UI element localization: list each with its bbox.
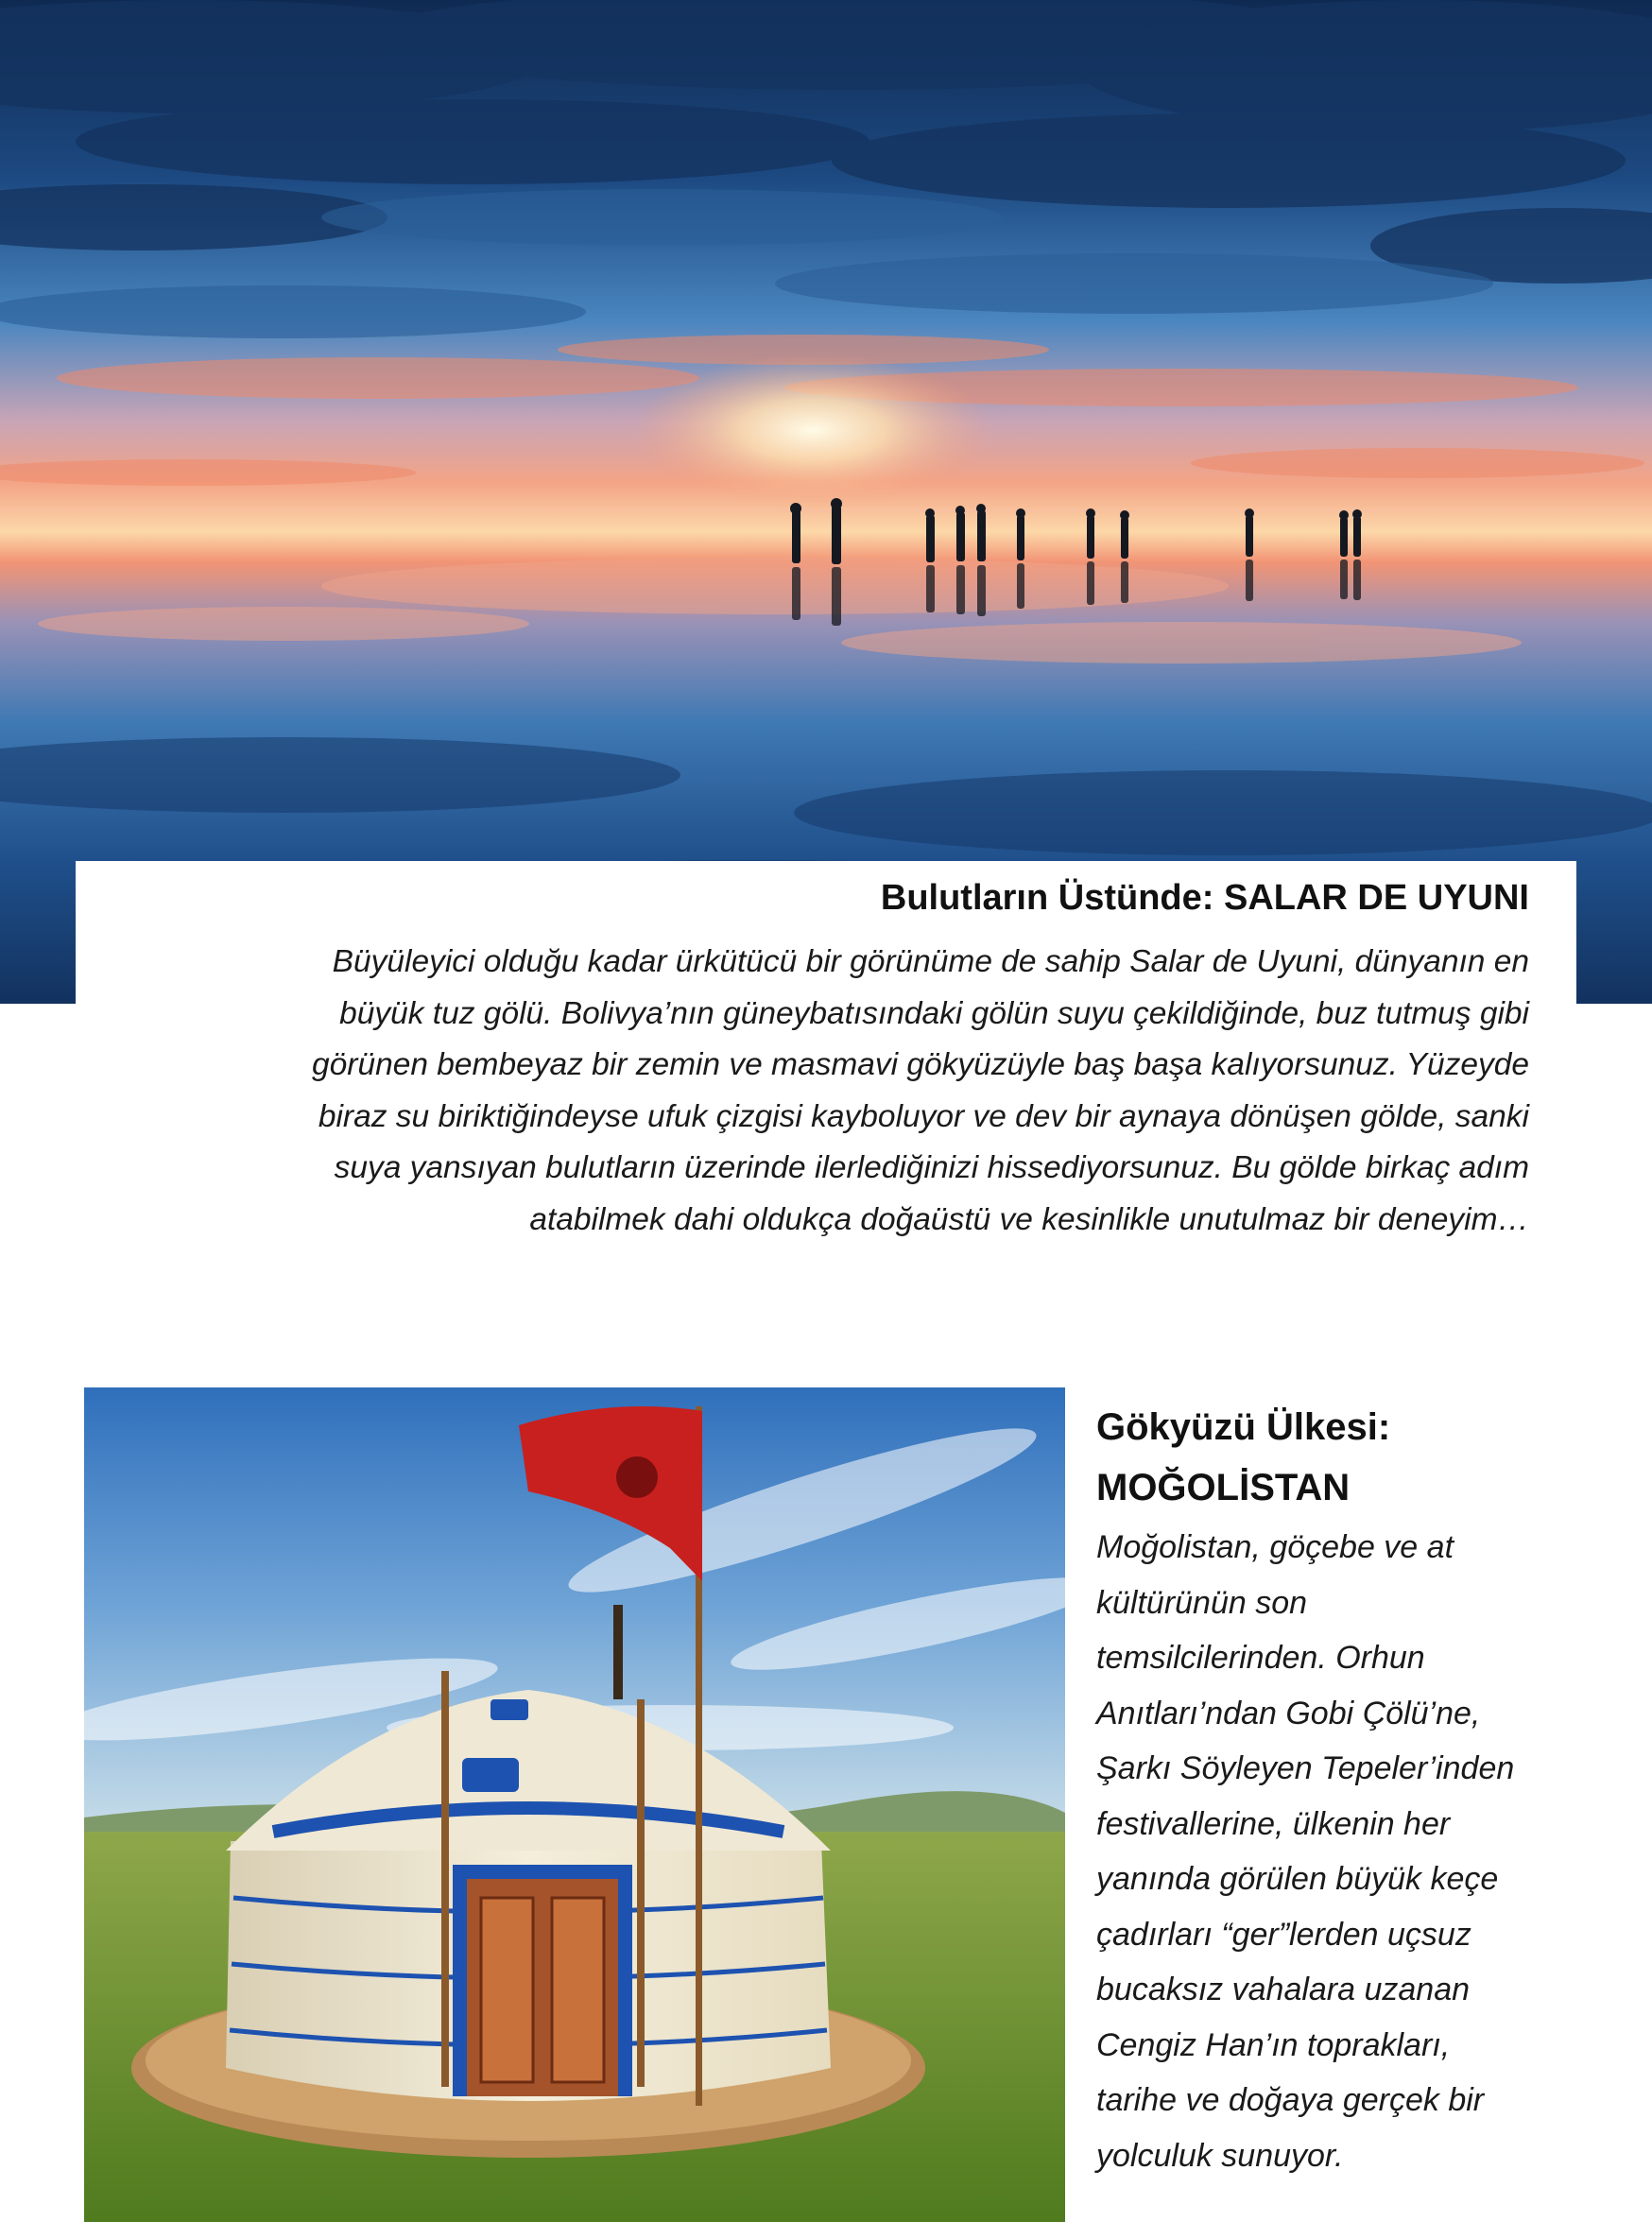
- mongolia-title-line: MOĞOLİSTAN: [1096, 1467, 1351, 1508]
- mongolia-line: Moğolistan, göçebe ve at: [1096, 1529, 1454, 1565]
- mongolian-yurt-photo: [84, 1387, 1065, 2222]
- mongolia-line: kültürünün son: [1096, 1584, 1308, 1621]
- salar-line: Büyüleyici olduğu kadar ürkütücü bir görünüme de sahip Salar de Uyuni, dünyanın en: [332, 944, 1529, 979]
- mongolia-line: çadırları “ger”lerden uçsuz: [1096, 1916, 1471, 1953]
- salar-paragraph: [130, 937, 1529, 1246]
- salar-line: atabilmek dahi oldukça doğaüstü ve kesinlikle unutulmaz bir deneyim…: [529, 1201, 1529, 1237]
- mongolia-line: Şarkı Söyleyen Tepeler’inden: [1096, 1750, 1515, 1786]
- mongolia-title-line: Gökyüzü Ülkesi:: [1096, 1406, 1391, 1448]
- salar-line: büyük tuz gölü. Bolivya’nın güneybatısındaki gölün suyu çekildiğinde, buz tutmuş gibi: [339, 995, 1529, 1031]
- salar-title: Bulutların Üstünde: SALAR DE UYUNI: [880, 878, 1529, 918]
- salar-line: görünen bembeyaz bir zemin ve masmavi gökyüzüyle baş başa kalıyorsunuz. Yüzeyde: [312, 1047, 1529, 1082]
- mongolia-line: temsilcilerinden. Orhun: [1096, 1640, 1425, 1676]
- mongolia-line: festivallerine, ülkenin her: [1096, 1805, 1451, 1842]
- salar-line: suya yansıyan bulutların üzerinde ilerlediğinizi hissediyorsunuz. Bu gölde birkaç adım: [334, 1150, 1529, 1185]
- mongolia-paragraph: [1096, 1520, 1626, 2183]
- mongolia-line: yanında görülen büyük keçe: [1096, 1861, 1499, 1897]
- mongolia-line: bucaksız vahalara uzanan: [1096, 1972, 1471, 2007]
- mongolia-title: [1096, 1397, 1626, 1518]
- salar-article: [76, 861, 1576, 1277]
- mongolia-line: Cengiz Han’ın toprakları,: [1096, 2026, 1451, 2063]
- mongolia-line: yolculuk sunuyor.: [1096, 2137, 1344, 2174]
- salar-line: biraz su biriktiğindeyse ufuk çizgisi kayboluyor ve dev bir aynaya dönüşen gölde, sanki: [318, 1098, 1529, 1134]
- mongolia-line: tarihe ve doğaya gerçek bir: [1096, 2082, 1485, 2118]
- salar-de-uyuni-photo: [0, 0, 1652, 1004]
- mongolia-line: Anıtları’ndan Gobi Çölü’ne,: [1096, 1695, 1481, 1731]
- mongolia-article: [1096, 1397, 1626, 2183]
